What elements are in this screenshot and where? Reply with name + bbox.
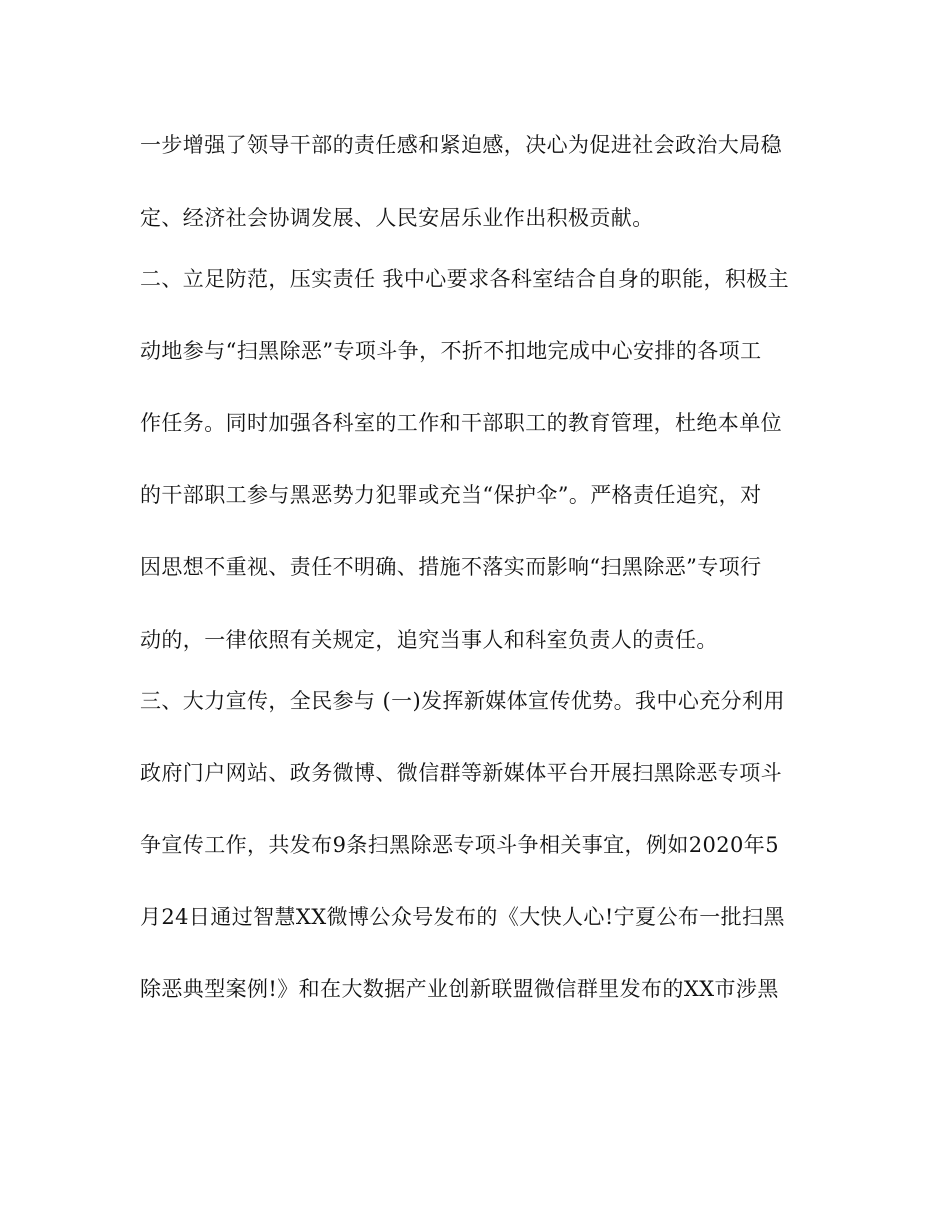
text-line-4: 动地参与“扫黑除恶”专项斗争，不折不扣地完成中心安排的各项工 <box>140 339 762 363</box>
text-line-12: 月24日通过智慧XX微博公众号发布的《大快人心!宁夏公布一批扫黑 <box>140 905 785 929</box>
text-line-5: 作任务。同时加强各科室的工作和干部职工的教育管理，杜绝本单位 <box>140 411 782 435</box>
text-line-8: 动的，一律依照有关规定，追究当事人和科室负责人的责任。 <box>140 628 718 652</box>
section-heading-line-3: 二、立足防范，压实责任 我中心要求各科室结合自身的职能，积极主 <box>140 267 790 291</box>
text-line-10: 政府门户网站、政务微博、微信群等新媒体平台开展扫黑除恶专项斗 <box>140 761 782 785</box>
text-line-2: 定、经济社会协调发展、人民安居乐业作出积极贡献。 <box>140 206 654 230</box>
text-line-13: 除恶典型案例!》和在大数据产业创新联盟微信群里发布的XX市涉黑 <box>140 977 779 1001</box>
section-heading-line-9: 三、大力宣传，全民参与 (一)发挥新媒体宣传优势。我中心充分利用 <box>140 689 785 713</box>
text-line-7: 因思想不重视、责任不明确、措施不落实而影响“扫黑除恶”专项行 <box>140 555 762 579</box>
text-line-6: 的干部职工参与黑恶势力犯罪或充当“保护伞”。严格责任追究，对 <box>140 483 762 507</box>
text-line-1: 一步增强了领导干部的责任感和紧迫感，决心为促进社会政治大局稳 <box>140 133 782 157</box>
text-line-11: 争宣传工作，共发布9条扫黑除恶专项斗争相关事宜，例如2020年5 <box>140 833 779 857</box>
